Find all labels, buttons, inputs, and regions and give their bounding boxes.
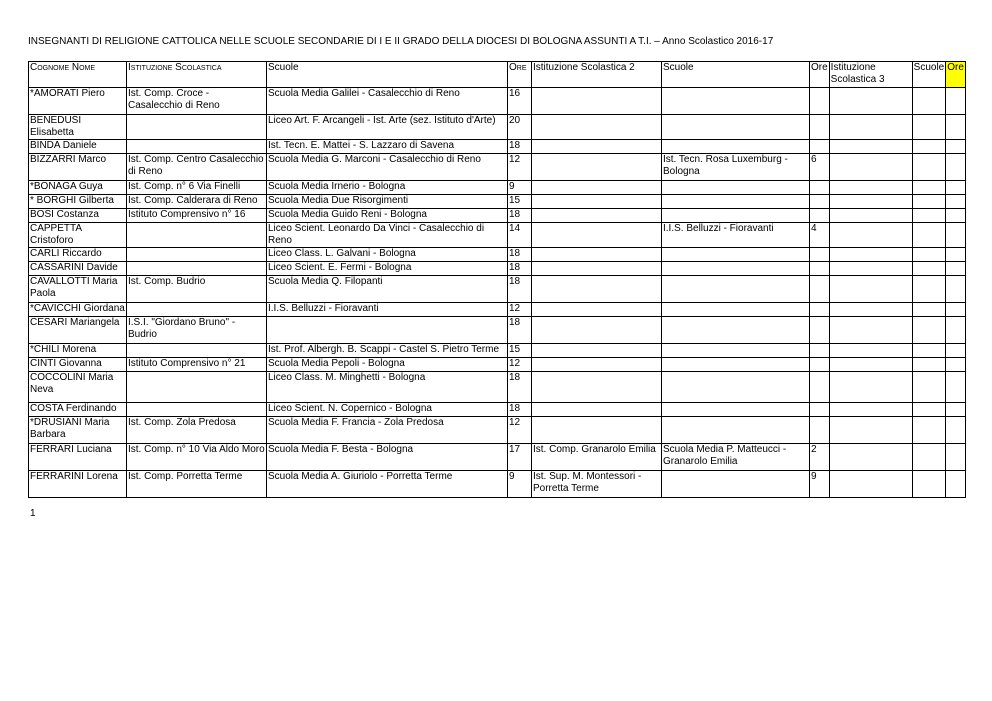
header-istituzione: Istituzione Scolastica: [127, 62, 267, 88]
cell-istituzione: Ist. Comp. Zola Predosa: [127, 417, 267, 444]
cell-scuole: Scuola Media Pepoli - Bologna: [267, 358, 508, 372]
cell-istituzione: [127, 248, 267, 262]
cell-ore: 18: [508, 262, 532, 276]
cell-istituzione-2: [532, 115, 662, 140]
cell-istituzione-2: [532, 181, 662, 195]
cell-istituzione: [127, 223, 267, 248]
cell-istituzione-3: [829, 303, 912, 317]
cell-istituzione-3: [829, 181, 912, 195]
cell-ore-2: [810, 276, 830, 303]
cell-scuole: Liceo Art. F. Arcangeli - Ist. Arte (sez. Istituto d'Arte): [267, 115, 508, 140]
cell-ore-3: [946, 317, 966, 344]
table-row: [29, 372, 966, 403]
cell-nome: CESARI Mariangela: [29, 317, 127, 344]
cell-scuole: Scuola Media Irnerio - Bologna: [267, 181, 508, 195]
cell-istituzione-2: [532, 276, 662, 303]
cell-ore: 18: [508, 317, 532, 344]
cell-ore-2: 9: [810, 471, 830, 498]
cell-ore-3: [946, 195, 966, 209]
cell-istituzione-3: [829, 372, 912, 403]
header-cognome-nome: Cognome Nome: [29, 62, 127, 88]
cell-istituzione: Istituto Comprensivo n° 16: [127, 209, 267, 223]
cell-ore-2: [810, 303, 830, 317]
cell-ore: 12: [508, 303, 532, 317]
cell-scuole-3: [912, 140, 946, 154]
cell-nome: COSTA Ferdinando: [29, 403, 127, 417]
cell-scuole-2: Scuola Media P. Matteucci - Granarolo Emilia: [662, 444, 810, 471]
table-row: [29, 344, 966, 358]
cell-istituzione-3: [829, 248, 912, 262]
cell-scuole-2: [662, 262, 810, 276]
cell-istituzione-2: [532, 248, 662, 262]
cell-ore: 14: [508, 223, 532, 248]
cell-scuole: Liceo Class. L. Galvani - Bologna: [267, 248, 508, 262]
cell-scuole-3: [912, 317, 946, 344]
header-ore-3: Ore: [946, 62, 966, 88]
cell-istituzione-3: [829, 276, 912, 303]
cell-ore: 18: [508, 248, 532, 262]
table-row: [29, 115, 966, 140]
table-row: [29, 248, 966, 262]
cell-scuole: I.I.S. Belluzzi - Fioravanti: [267, 303, 508, 317]
table-row: [29, 358, 966, 372]
cell-istituzione: [127, 403, 267, 417]
cell-scuole-3: [912, 262, 946, 276]
cell-nome: CAPPETTA Cristoforo: [29, 223, 127, 248]
page-title: INSEGNANTI DI RELIGIONE CATTOLICA NELLE SCUOLE SECONDARIE DI I E II GRADO DELLA DIOCESI DI BOLOGNA ASSUNTI A T.I. – Anno Scolastico 2016-17: [28, 36, 774, 47]
cell-scuole: Scuola Media F. Besta - Bologna: [267, 444, 508, 471]
cell-istituzione-3: [829, 88, 912, 115]
cell-nome: CINTI Giovanna: [29, 358, 127, 372]
cell-istituzione-3: [829, 471, 912, 498]
table-row: [29, 471, 966, 498]
cell-scuole-2: [662, 403, 810, 417]
cell-istituzione-2: [532, 262, 662, 276]
cell-istituzione-2: [532, 303, 662, 317]
cell-scuole-3: [912, 115, 946, 140]
cell-nome: BINDA Daniele: [29, 140, 127, 154]
cell-istituzione-2: [532, 88, 662, 115]
cell-scuole-2: [662, 358, 810, 372]
cell-ore: 12: [508, 154, 532, 181]
cell-scuole: Liceo Scient. E. Fermi - Bologna: [267, 262, 508, 276]
cell-istituzione: Ist. Comp. n° 6 Via Finelli: [127, 181, 267, 195]
cell-istituzione-2: [532, 195, 662, 209]
cell-ore-2: [810, 88, 830, 115]
cell-ore-3: [946, 403, 966, 417]
cell-ore-3: [946, 209, 966, 223]
cell-istituzione-2: [532, 154, 662, 181]
cell-istituzione: [127, 262, 267, 276]
table-row: [29, 195, 966, 209]
cell-ore-2: 4: [810, 223, 830, 248]
cell-ore-2: 6: [810, 154, 830, 181]
cell-scuole-2: [662, 209, 810, 223]
cell-ore-3: [946, 444, 966, 471]
cell-scuole-3: [912, 372, 946, 403]
cell-nome: FERRARI Luciana: [29, 444, 127, 471]
cell-ore-3: [946, 248, 966, 262]
cell-ore-3: [946, 88, 966, 115]
cell-nome: *BONAGA Guya: [29, 181, 127, 195]
header-row: [29, 62, 966, 88]
cell-istituzione-3: [829, 317, 912, 344]
cell-istituzione-2: [532, 372, 662, 403]
header-scuole-2: Scuole: [662, 62, 810, 88]
cell-istituzione-3: [829, 140, 912, 154]
cell-nome: BIZZARRI Marco: [29, 154, 127, 181]
cell-ore: 18: [508, 372, 532, 403]
cell-scuole: Scuola Media A. Giuriolo - Porretta Terme: [267, 471, 508, 498]
cell-scuole-3: [912, 223, 946, 248]
cell-istituzione-3: [829, 195, 912, 209]
cell-scuole-3: [912, 248, 946, 262]
cell-ore: 12: [508, 417, 532, 444]
cell-scuole: Scuola Media G. Marconi - Casalecchio di Reno: [267, 154, 508, 181]
cell-scuole-3: [912, 195, 946, 209]
cell-ore-3: [946, 471, 966, 498]
cell-scuole-3: [912, 471, 946, 498]
cell-nome: *CAVICCHI Giordana: [29, 303, 127, 317]
cell-istituzione: Ist. Comp. Centro Casalecchio di Reno: [127, 154, 267, 181]
cell-scuole-2: I.I.S. Belluzzi - Fioravanti: [662, 223, 810, 248]
cell-istituzione-2: [532, 317, 662, 344]
cell-nome: BENEDUSI Elisabetta: [29, 115, 127, 140]
cell-scuole-2: [662, 417, 810, 444]
cell-scuole: Scuola Media Guido Reni - Bologna: [267, 209, 508, 223]
cell-scuole: Ist. Prof. Albergh. B. Scappi - Castel S. Pietro Terme: [267, 344, 508, 358]
teachers-table: [28, 61, 966, 498]
cell-ore-2: [810, 358, 830, 372]
cell-scuole-2: [662, 317, 810, 344]
cell-istituzione: [127, 344, 267, 358]
cell-scuole-2: [662, 181, 810, 195]
cell-nome: CAVALLOTTI Maria Paola: [29, 276, 127, 303]
cell-istituzione-3: [829, 209, 912, 223]
cell-scuole-3: [912, 181, 946, 195]
cell-istituzione-2: [532, 403, 662, 417]
cell-scuole-3: [912, 444, 946, 471]
cell-ore-3: [946, 223, 966, 248]
cell-scuole-2: [662, 372, 810, 403]
cell-scuole-2: Ist. Tecn. Rosa Luxemburg - Bologna: [662, 154, 810, 181]
cell-ore-3: [946, 372, 966, 403]
header-scuole: Scuole: [267, 62, 508, 88]
table-row: [29, 181, 966, 195]
cell-scuole-2: [662, 471, 810, 498]
table-row: [29, 403, 966, 417]
cell-nome: CASSARINI Davide: [29, 262, 127, 276]
cell-scuole-3: [912, 88, 946, 115]
cell-istituzione-2: [532, 209, 662, 223]
cell-scuole-2: [662, 140, 810, 154]
cell-scuole-2: [662, 88, 810, 115]
cell-scuole: Scuola Media F. Francia - Zola Predosa: [267, 417, 508, 444]
cell-ore-3: [946, 115, 966, 140]
cell-istituzione: [127, 303, 267, 317]
cell-ore-2: [810, 195, 830, 209]
cell-ore: 18: [508, 209, 532, 223]
cell-ore-2: [810, 403, 830, 417]
cell-istituzione-3: [829, 223, 912, 248]
cell-nome: *CHILI Morena: [29, 344, 127, 358]
cell-nome: *DRUSIANI Maria Barbara: [29, 417, 127, 444]
table-row: [29, 444, 966, 471]
cell-scuole-3: [912, 154, 946, 181]
table-row: [29, 276, 966, 303]
cell-scuole-3: [912, 403, 946, 417]
cell-ore-2: [810, 140, 830, 154]
page-number: 1: [30, 508, 36, 519]
cell-ore: 20: [508, 115, 532, 140]
table-row: [29, 417, 966, 444]
cell-istituzione: Istituto Comprensivo n° 21: [127, 358, 267, 372]
cell-ore-2: [810, 372, 830, 403]
table-row: [29, 88, 966, 115]
cell-scuole: Liceo Scient. N. Copernico - Bologna: [267, 403, 508, 417]
table-row: [29, 317, 966, 344]
cell-ore-2: [810, 181, 830, 195]
cell-scuole: Ist. Tecn. E. Mattei - S. Lazzaro di Savena: [267, 140, 508, 154]
cell-scuole-3: [912, 276, 946, 303]
cell-istituzione: Ist. Comp. Porretta Terme: [127, 471, 267, 498]
cell-ore: 12: [508, 358, 532, 372]
cell-scuole-3: [912, 303, 946, 317]
table-row: [29, 140, 966, 154]
cell-ore-3: [946, 344, 966, 358]
header-ore: Ore: [508, 62, 532, 88]
cell-istituzione: Ist. Comp. Budrio: [127, 276, 267, 303]
cell-istituzione-3: [829, 417, 912, 444]
cell-istituzione-2: Ist. Comp. Granarolo Emilia: [532, 444, 662, 471]
cell-ore: 15: [508, 195, 532, 209]
cell-ore-2: [810, 417, 830, 444]
cell-istituzione-3: [829, 344, 912, 358]
cell-ore-2: [810, 262, 830, 276]
cell-ore-2: [810, 115, 830, 140]
table-row: [29, 223, 966, 248]
cell-ore: 18: [508, 403, 532, 417]
cell-scuole-2: [662, 248, 810, 262]
cell-istituzione-2: [532, 223, 662, 248]
cell-nome: * BORGHI Gilberta: [29, 195, 127, 209]
cell-ore: 17: [508, 444, 532, 471]
cell-istituzione: [127, 140, 267, 154]
cell-scuole: Liceo Scient. Leonardo Da Vinci - Casalecchio di Reno: [267, 223, 508, 248]
cell-scuole-2: [662, 276, 810, 303]
cell-ore-3: [946, 181, 966, 195]
cell-istituzione: [127, 115, 267, 140]
cell-ore: 9: [508, 181, 532, 195]
cell-istituzione: Ist. Comp. Calderara di Reno: [127, 195, 267, 209]
cell-istituzione-3: [829, 358, 912, 372]
cell-istituzione: Ist. Comp. n° 10 Via Aldo Moro: [127, 444, 267, 471]
cell-ore-2: 2: [810, 444, 830, 471]
cell-ore-3: [946, 262, 966, 276]
cell-scuole-2: [662, 303, 810, 317]
cell-scuole-2: [662, 115, 810, 140]
cell-ore-3: [946, 417, 966, 444]
table-row: [29, 262, 966, 276]
table-row: [29, 154, 966, 181]
cell-istituzione-3: [829, 154, 912, 181]
cell-scuole: [267, 317, 508, 344]
table-row: [29, 303, 966, 317]
cell-ore: 18: [508, 140, 532, 154]
cell-nome: COCCOLINI Maria Neva: [29, 372, 127, 403]
cell-scuole-3: [912, 358, 946, 372]
cell-istituzione-2: [532, 344, 662, 358]
header-istituzione-2: Istituzione Scolastica 2: [532, 62, 662, 88]
cell-scuole: Scuola Media Due Risorgimenti: [267, 195, 508, 209]
cell-istituzione-2: [532, 417, 662, 444]
cell-ore-2: [810, 248, 830, 262]
cell-istituzione-3: [829, 444, 912, 471]
cell-ore-3: [946, 303, 966, 317]
cell-istituzione-3: [829, 262, 912, 276]
cell-scuole-2: [662, 195, 810, 209]
cell-scuole-3: [912, 417, 946, 444]
cell-scuole: Liceo Class. M. Minghetti - Bologna: [267, 372, 508, 403]
cell-ore-3: [946, 154, 966, 181]
cell-ore-3: [946, 358, 966, 372]
cell-ore: 15: [508, 344, 532, 358]
cell-ore-3: [946, 140, 966, 154]
cell-istituzione-2: [532, 358, 662, 372]
cell-ore-2: [810, 209, 830, 223]
cell-ore: 18: [508, 276, 532, 303]
cell-ore-3: [946, 276, 966, 303]
cell-ore-2: [810, 317, 830, 344]
table-row: [29, 209, 966, 223]
cell-istituzione-3: [829, 403, 912, 417]
cell-nome: BOSI Costanza: [29, 209, 127, 223]
cell-scuole: Scuola Media Q. Filopanti: [267, 276, 508, 303]
header-ore-2: Ore: [810, 62, 830, 88]
cell-nome: *AMORATI Piero: [29, 88, 127, 115]
cell-nome: CARLI Riccardo: [29, 248, 127, 262]
cell-istituzione: I.S.I. "Giordano Bruno" - Budrio: [127, 317, 267, 344]
cell-nome: FERRARINI Lorena: [29, 471, 127, 498]
cell-scuole-3: [912, 344, 946, 358]
header-istituzione-3: Istituzione Scolastica 3: [829, 62, 912, 88]
header-scuole-3: Scuole: [912, 62, 946, 88]
cell-istituzione-2: Ist. Sup. M. Montessori - Porretta Terme: [532, 471, 662, 498]
cell-istituzione: Ist. Comp. Croce - Casalecchio di Reno: [127, 88, 267, 115]
cell-ore-2: [810, 344, 830, 358]
cell-istituzione-2: [532, 140, 662, 154]
cell-scuole-2: [662, 344, 810, 358]
cell-scuole: Scuola Media Galilei - Casalecchio di Reno: [267, 88, 508, 115]
cell-istituzione: [127, 372, 267, 403]
cell-istituzione-3: [829, 115, 912, 140]
cell-ore: 9: [508, 471, 532, 498]
cell-ore: 16: [508, 88, 532, 115]
cell-scuole-3: [912, 209, 946, 223]
